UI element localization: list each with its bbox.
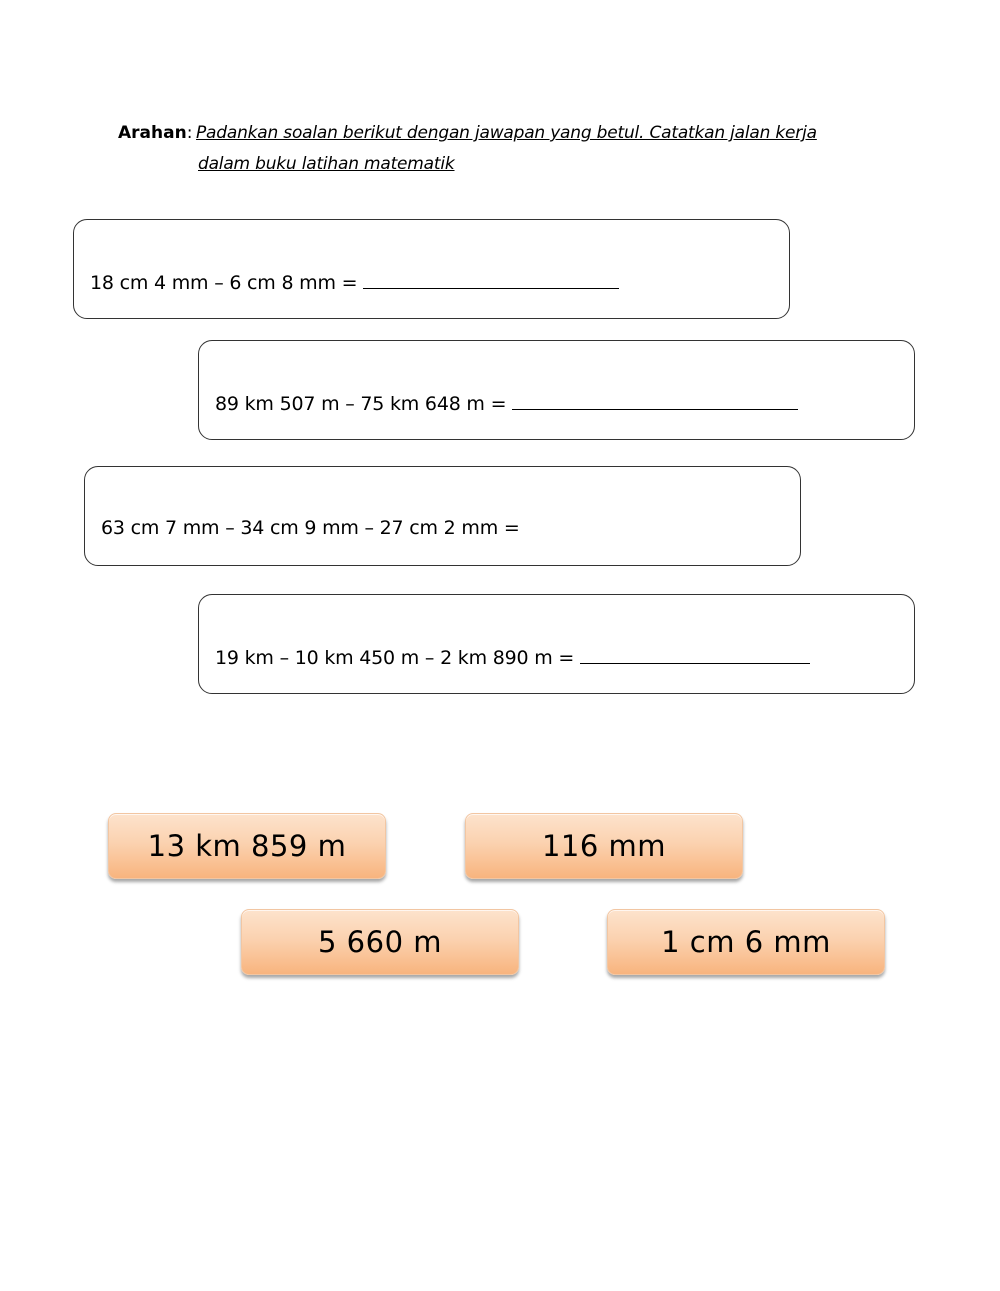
instructions-line-2: dalam buku latihan matematik <box>198 154 455 174</box>
question-2: 89 km 507 m – 75 km 648 m = <box>215 391 798 415</box>
answer-blank <box>580 645 810 664</box>
answer-blank <box>512 391 798 410</box>
question-box-4[interactable] <box>198 594 915 694</box>
instructions <box>118 118 817 174</box>
question-box-3[interactable] <box>84 466 801 566</box>
answer-card-3[interactable]: 5 660 m <box>241 909 519 975</box>
answer-card-2[interactable]: 116 mm <box>465 813 743 879</box>
question-3: 63 cm 7 mm – 34 cm 9 mm – 27 cm 2 mm = <box>101 517 520 539</box>
instructions-label: Arahan <box>118 123 187 143</box>
instructions-line-1: Padankan soalan berikut dengan jawapan yang betul. Catatkan jalan kerja <box>196 123 817 143</box>
answer-blank <box>363 270 619 289</box>
question-box-1[interactable] <box>73 219 790 319</box>
answer-card-4[interactable]: 1 cm 6 mm <box>607 909 885 975</box>
answer-card-1[interactable]: 13 km 859 m <box>108 813 386 879</box>
question-1: 18 cm 4 mm – 6 cm 8 mm = <box>90 270 619 294</box>
question-4: 19 km – 10 km 450 m – 2 km 890 m = <box>215 645 810 669</box>
instructions-colon: : <box>186 123 193 143</box>
question-box-2[interactable] <box>198 340 915 440</box>
